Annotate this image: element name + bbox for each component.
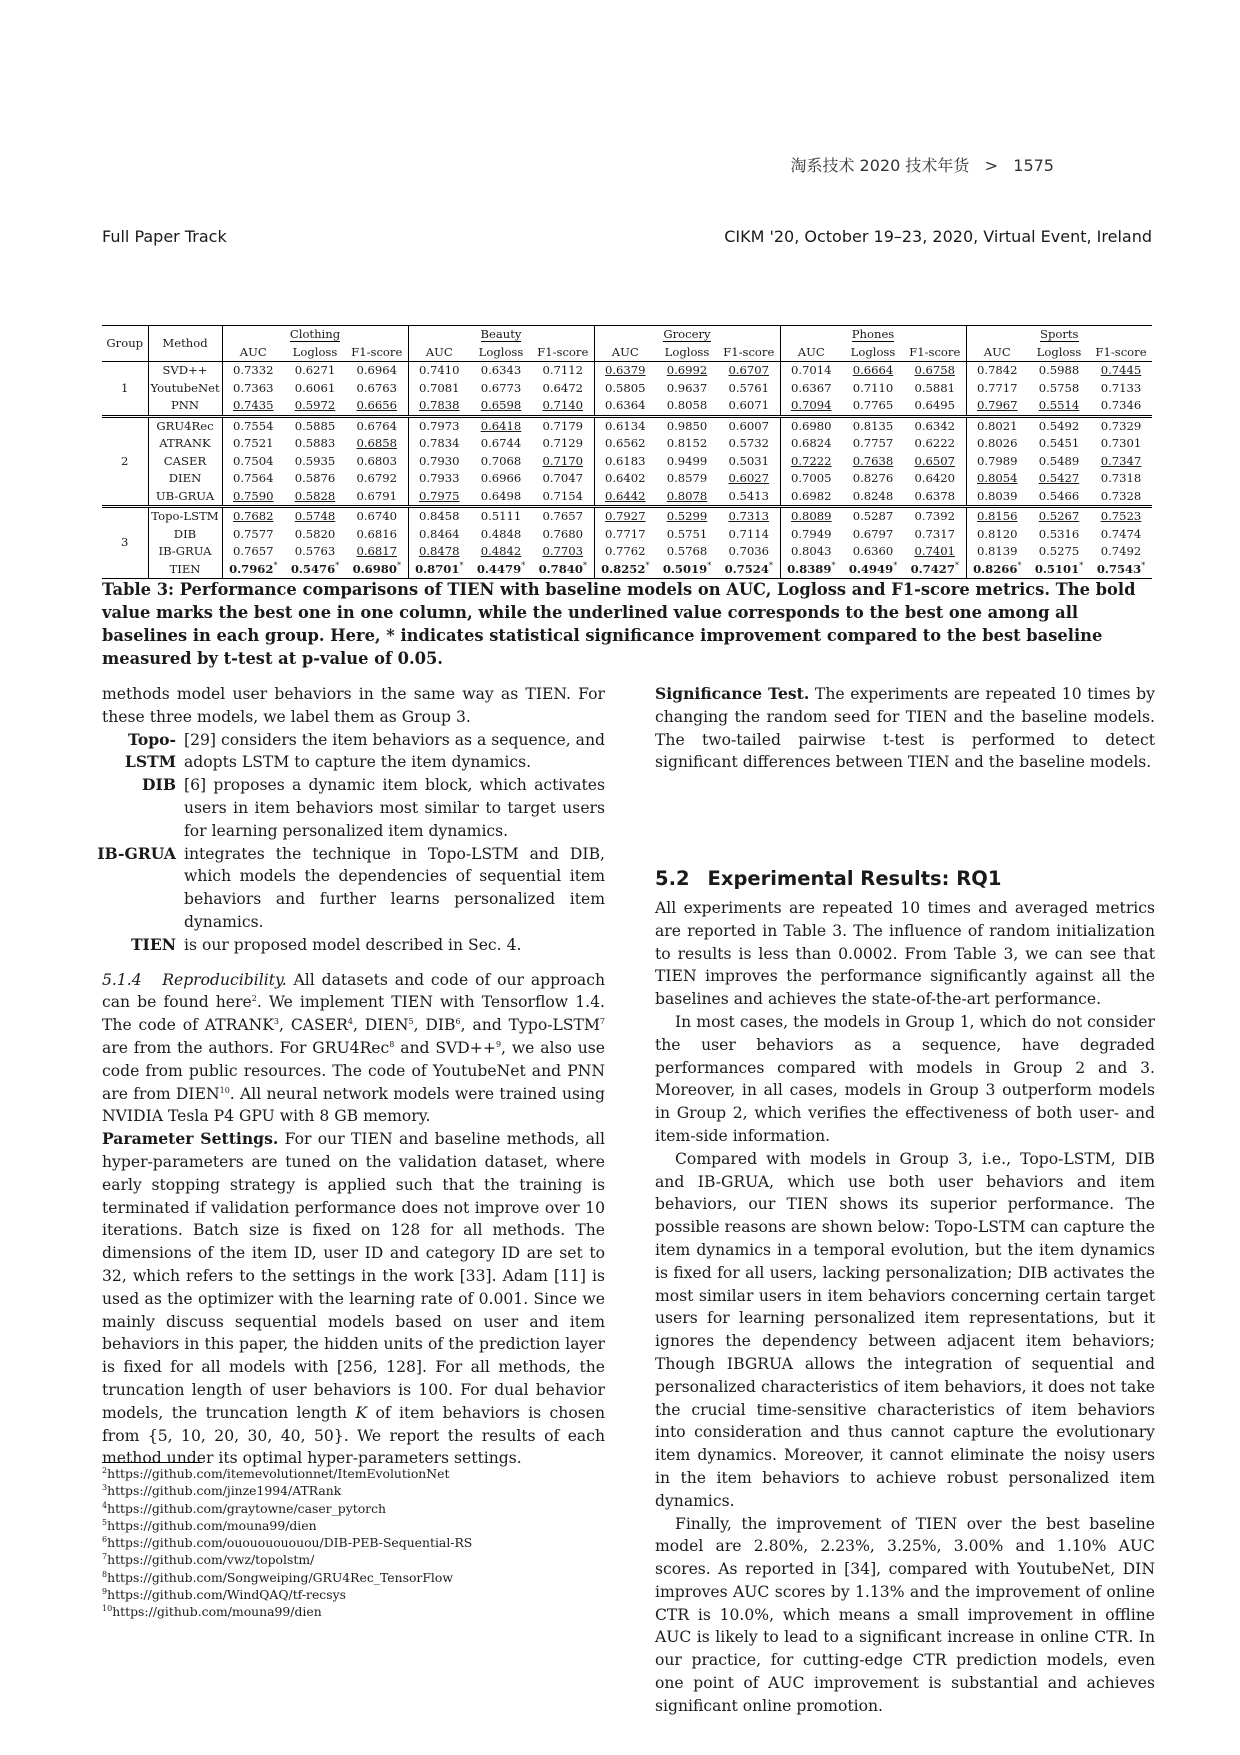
value-cell: 0.6061 xyxy=(294,380,336,395)
value-cell: 0.7554 xyxy=(222,416,284,435)
value-cell: 0.5492 xyxy=(1028,416,1090,435)
value-cell: 0.8078 xyxy=(666,488,708,503)
value-cell: 0.5751 xyxy=(666,526,708,541)
value-cell: 0.7930 xyxy=(418,453,460,468)
value-cell: 0.8458 xyxy=(408,507,470,526)
performance-table xyxy=(102,325,1152,579)
value-cell: 0.6816 xyxy=(346,526,408,544)
value-cell: 0.8089 xyxy=(780,507,842,526)
value-cell: 0.6744 xyxy=(480,436,522,450)
value-cell: 0.6763 xyxy=(346,380,408,398)
value-cell: 0.6707 xyxy=(718,362,780,380)
footnote-item[interactable]: $^9$https://github.com/WindQAQ/tf-recsys xyxy=(102,1586,346,1603)
conference-label: CIKM '20, October 19–23, 2020, Virtual Event, Ireland xyxy=(724,227,1152,246)
value-cell: 0.7014 xyxy=(790,363,832,377)
value-cell: 0.7068 xyxy=(480,453,522,468)
value-cell: 0.7112 xyxy=(532,362,594,380)
value-cell: 0.7682 xyxy=(222,507,284,526)
value-cell: 0.6764 xyxy=(346,416,408,435)
value-cell: 0.6367 xyxy=(790,380,832,395)
value-cell: 0.7638 xyxy=(852,453,894,468)
value-cell: 0.8478 xyxy=(418,544,460,558)
value-cell: 0.5316 xyxy=(1038,526,1080,541)
value-cell: 0.7410 xyxy=(418,363,460,377)
metric-header: F1-score xyxy=(532,344,594,362)
value-cell: 0.6360 xyxy=(852,544,894,558)
footnote-item[interactable]: $^4$https://github.com/graytowne/caser_pytorch xyxy=(102,1500,386,1516)
value-cell: 0.7504 xyxy=(232,453,274,468)
value-cell: 0.8021 xyxy=(966,416,1028,435)
metric-header: Logloss xyxy=(284,344,346,362)
def-item: DIB [6] proposes a dynamic item block, which activates users in item behaviors most similar to target users for learning personalized item dynamics. xyxy=(142,775,605,840)
footnote-item[interactable]: $^7$https://github.com/vwz/topolstm/ xyxy=(102,1552,315,1568)
value-cell: 0.8135 xyxy=(842,416,904,435)
value-cell: 0.5732 xyxy=(718,435,780,453)
value-cell: 0.6134 xyxy=(594,416,656,435)
value-cell: 0.5876 xyxy=(294,471,336,485)
group3-definitions xyxy=(97,729,605,957)
value-cell: 0.7445 xyxy=(1100,363,1142,377)
value-cell: 0.7933 xyxy=(418,471,460,485)
table-row xyxy=(102,526,1152,544)
value-cell: 0.5111 xyxy=(470,507,532,526)
value-cell: 0.5299 xyxy=(656,507,718,526)
value-cell: 0.8026 xyxy=(976,436,1018,450)
value-cell: 0.5466 xyxy=(1038,488,1080,503)
method-cell: CASER xyxy=(148,453,222,471)
value-cell: 0.7590 xyxy=(232,488,274,503)
method-cell: DIEN xyxy=(148,470,222,488)
value-cell: 0.6364 xyxy=(604,398,646,412)
value-cell: 0.4842 xyxy=(480,544,522,558)
value-cell: 0.5101* xyxy=(1028,561,1090,579)
footnote-item[interactable]: $^5$https://github.com/mouna99/dien xyxy=(102,1517,317,1533)
value-cell: 0.7363 xyxy=(232,380,274,395)
value-cell: 0.7140 xyxy=(532,397,594,416)
table-row xyxy=(102,380,1152,398)
footnote-item[interactable]: $^6$https://github.com/ouououououou/DIB-PEB-Sequential-RS xyxy=(102,1535,473,1551)
value-cell: 0.7765 xyxy=(852,398,894,412)
value-cell: 0.6656 xyxy=(346,397,408,416)
group-cell: 1 xyxy=(102,362,148,417)
value-cell: 0.5031 xyxy=(718,453,780,471)
value-cell: 0.5972 xyxy=(294,398,336,412)
metric-header: F1-score xyxy=(1090,344,1152,362)
def-item: IB-GRUA integrates the technique in Topo-LSTM and DIB, which models the dependencies of sequential item behaviors and further learns personalized item dynamics. xyxy=(97,843,605,931)
table-row xyxy=(102,362,1152,380)
value-cell: 0.6980* xyxy=(346,561,408,579)
value-cell: 0.8156 xyxy=(966,507,1028,526)
value-cell: 0.6342 xyxy=(904,416,966,435)
parameter-settings-paragraph: Parameter Settings. For our TIEN and baseline methods, all hyper-parameters are tuned on the validation dataset, where early stopping strategy is applied such that the training is terminated if validation performance does not improve over 10 iterations. Batch size is fixed on 128 for all methods. The dimensions of the item ID, user ID and category ID are set to 32, which refers to the settings in the work [33]. Adam [11] is used as the optimizer with the learning rate of 0.001. Since we mainly discuss sequential models based on user and item behaviors in this paper, the hidden units of the prediction layer is fixed for all models with [256, 128]. For all methods, the truncation length of user behaviors is 100. For dual behavior models, the truncation length K of item behaviors is chosen from {5, 10, 20, 30, 40, 50}. We report the results of each method under its optimal hyper-parameters settings. xyxy=(102,1129,605,1468)
table-row xyxy=(102,488,1152,507)
value-cell: 0.5883 xyxy=(294,436,336,450)
value-cell: 0.7081 xyxy=(418,380,460,395)
footnote-item[interactable]: $^{10}$https://github.com/mouna99/dien xyxy=(102,1604,322,1620)
value-cell: 0.5427 xyxy=(1038,471,1080,485)
metric-header: AUC xyxy=(594,344,656,362)
method-cell: UB-GRUA xyxy=(148,488,222,507)
value-cell: 0.7967 xyxy=(976,398,1018,412)
running-header-top: 淘系技术 2020 技术年货 > 1575 xyxy=(790,156,1054,175)
value-cell: 0.7179 xyxy=(532,416,594,435)
value-cell: 0.9637 xyxy=(666,380,708,395)
value-cell: 0.8054 xyxy=(976,471,1018,485)
metric-header: Logloss xyxy=(842,344,904,362)
value-cell: 0.5275 xyxy=(1038,544,1080,558)
table-row xyxy=(102,453,1152,471)
value-cell: 0.7762 xyxy=(604,544,646,558)
footnotes xyxy=(102,1462,582,1621)
value-cell: 0.5489 xyxy=(1038,453,1080,468)
value-cell: 0.8464 xyxy=(418,526,460,541)
value-cell: 0.6982 xyxy=(790,488,832,503)
metric-header: Logloss xyxy=(470,344,532,362)
table-row xyxy=(102,507,1152,526)
footnote-item[interactable]: $^2$https://github.com/itemevolutionnet/ItemEvolutionNet xyxy=(102,1465,450,1481)
method-cell: DIB xyxy=(148,526,222,544)
dataset-grocery: Grocery xyxy=(594,326,780,344)
value-cell: 0.7313 xyxy=(718,507,780,526)
value-cell: 0.5935 xyxy=(294,453,336,468)
value-cell: 0.7129 xyxy=(532,435,594,453)
value-cell: 0.5763 xyxy=(294,544,336,558)
value-cell: 0.7110 xyxy=(852,380,894,395)
section-heading: 5.2 Experimental Results: RQ1 xyxy=(655,867,1002,891)
value-cell: 0.7989 xyxy=(976,453,1018,468)
value-cell: 0.7717 xyxy=(604,526,646,541)
metric-header: Logloss xyxy=(656,344,718,362)
value-cell: 0.7657 xyxy=(232,544,274,558)
significance-paragraph: Significance Test. The experiments are repeated 10 times by changing the random seed for TIEN and the baseline models. The two-tailed pairwise t-test is performed to detect significant differences between TIEN and the baseline models. xyxy=(655,684,1155,772)
value-cell: 0.7222 xyxy=(790,453,832,468)
value-cell: 0.7427* xyxy=(904,561,966,579)
table-caption: Table 3: Performance comparisons of TIEN with baseline models on AUC, Logloss and F1-score metrics. The bold value marks the best one in one column, while the underlined value corresponds to the best one among all baselines in each group. Here, * indicates statistical significance improvement compared to the best baseline measured by t-test at p-value of 0.05. xyxy=(102,580,1136,668)
value-cell: 0.6992 xyxy=(666,363,708,377)
dataset-beauty: Beauty xyxy=(408,326,594,344)
value-cell: 0.8043 xyxy=(790,544,832,558)
value-cell: 0.6498 xyxy=(480,488,522,503)
value-cell: 0.5820 xyxy=(294,526,336,541)
value-cell: 0.7154 xyxy=(532,488,594,507)
value-cell: 0.6402 xyxy=(604,471,646,485)
metric-header: F1-score xyxy=(904,344,966,362)
value-cell: 0.7524* xyxy=(718,561,780,579)
value-cell: 0.6472 xyxy=(532,380,594,398)
value-cell: 0.5828 xyxy=(294,488,336,503)
value-cell: 0.4848 xyxy=(480,526,522,541)
value-cell: 0.7717 xyxy=(976,380,1018,395)
value-cell: 0.8120 xyxy=(976,526,1018,541)
method-cell: ATRANK xyxy=(148,435,222,453)
value-cell: 0.5476* xyxy=(284,561,346,579)
value-cell: 0.7927 xyxy=(594,507,656,526)
reproducibility-paragraph: 5.1.4 Reproducibility. All datasets and code of our approach can be found here$^2$. We implement TIEN with Tensorflow 1.4. The code of ATRANK$^3$, CASER$^4$, DIEN$^5$, DIB$^6$, and Typo-LSTM$^7$ are from the authors. For GRU4Rec$^8$ and SVD++$^9$, we also use code from public resources. The code of YoutubeNet and PNN are from DIEN$^{10}$. All neural network models were trained using NVIDIA Tesla P4 GPU with 8 GB memory. xyxy=(102,970,606,1126)
value-cell: 0.7523 xyxy=(1090,507,1152,526)
value-cell: 0.5413 xyxy=(718,488,780,507)
value-cell: 0.7973 xyxy=(408,416,470,435)
value-cell: 0.6183 xyxy=(604,453,646,468)
value-cell: 0.7346 xyxy=(1100,398,1142,412)
value-cell: 0.6343 xyxy=(480,363,522,377)
method-cell: PNN xyxy=(148,397,222,416)
value-cell: 0.6007 xyxy=(718,416,780,435)
value-cell: 0.7347 xyxy=(1100,453,1142,468)
value-cell: 0.7962* xyxy=(222,561,284,579)
table-row xyxy=(102,543,1152,561)
dataset-sports: Sports xyxy=(966,326,1152,344)
table-row xyxy=(102,435,1152,453)
value-cell: 0.5805 xyxy=(604,380,646,395)
group-cell: 3 xyxy=(102,507,148,579)
value-cell: 0.6758 xyxy=(904,362,966,380)
table-row xyxy=(102,397,1152,416)
value-cell: 0.6817 xyxy=(346,543,408,561)
footnote-rule xyxy=(102,1462,202,1463)
value-cell: 0.7301 xyxy=(1100,436,1142,450)
value-cell: 0.7094 xyxy=(790,398,832,412)
value-cell: 0.6964 xyxy=(346,362,408,380)
value-cell: 0.6664 xyxy=(852,363,894,377)
value-cell: 0.8389* xyxy=(780,561,842,579)
value-cell: 0.7332 xyxy=(232,363,274,377)
method-cell: SVD++ xyxy=(148,362,222,380)
value-cell: 0.8248 xyxy=(852,488,894,503)
value-cell: 0.5514 xyxy=(1038,398,1080,412)
value-cell: 0.7840* xyxy=(532,561,594,579)
method-cell: YoutubeNet xyxy=(148,380,222,398)
value-cell: 0.5988 xyxy=(1038,363,1080,377)
value-cell: 0.9850 xyxy=(656,416,718,435)
metric-header: F1-score xyxy=(346,344,408,362)
value-cell: 0.7680 xyxy=(532,526,594,544)
value-cell: 0.7392 xyxy=(904,507,966,526)
value-cell: 0.8579 xyxy=(666,471,708,485)
value-cell: 0.7703 xyxy=(532,543,594,561)
value-cell: 0.9499 xyxy=(666,453,708,468)
value-cell: 0.4479* xyxy=(470,561,532,579)
value-cell: 0.7757 xyxy=(852,436,894,450)
value-cell: 0.7492 xyxy=(1100,544,1142,558)
value-cell: 0.7834 xyxy=(418,436,460,450)
value-cell: 0.7521 xyxy=(232,436,274,450)
value-cell: 0.8058 xyxy=(666,398,708,412)
value-cell: 0.6824 xyxy=(790,436,832,450)
value-cell: 0.7036 xyxy=(718,543,780,561)
dataset-clothing: Clothing xyxy=(222,326,408,344)
value-cell: 0.6379 xyxy=(604,363,646,377)
value-cell: 0.7401 xyxy=(904,543,966,561)
value-cell: 0.7838 xyxy=(418,398,460,412)
group-cell: 2 xyxy=(102,416,148,507)
results-paragraph-4: Finally, the improvement of TIEN over the best baseline model are 2.80%, 2.23%, 3.25%, 3.00% and 1.10% AUC scores. As reported in [34], compared with YoutubeNet, DIN improves AUC scores by 1.13% and the improvement of online CTR is 10.0%, which means a small improvement in offline AUC is likely to lead to a significant increase in online CTR. In our practice, for cutting-edge CTR prediction models, even one point of AUC improvement is substantial and achieves significant online promotion. xyxy=(655,1514,1155,1715)
value-cell: 0.7047 xyxy=(532,470,594,488)
value-cell: 0.7842 xyxy=(976,363,1018,377)
group3-intro: methods model user behaviors in the same way as TIEN. For these three models, we label them as Group 3. xyxy=(102,685,605,726)
value-cell: 0.5768 xyxy=(666,544,708,558)
value-cell: 0.6442 xyxy=(604,488,646,503)
metric-header: Logloss xyxy=(1028,344,1090,362)
value-cell: 0.7133 xyxy=(1100,380,1142,395)
method-cell: TIEN xyxy=(148,561,222,579)
value-cell: 0.6271 xyxy=(294,363,336,377)
value-cell: 0.8139 xyxy=(976,544,1018,558)
value-cell: 0.8266* xyxy=(966,561,1028,579)
value-cell: 0.7329 xyxy=(1090,416,1152,435)
value-cell: 0.4949* xyxy=(842,561,904,579)
value-cell: 0.6598 xyxy=(480,398,522,412)
value-cell: 0.8252* xyxy=(594,561,656,579)
value-cell: 0.6773 xyxy=(480,380,522,395)
value-cell: 0.8039 xyxy=(976,488,1018,503)
value-cell: 0.8276 xyxy=(852,471,894,485)
value-cell: 0.7005 xyxy=(790,471,832,485)
value-cell: 0.6792 xyxy=(346,470,408,488)
value-cell: 0.7543* xyxy=(1090,561,1152,579)
value-cell: 0.6420 xyxy=(904,470,966,488)
header-group: Group xyxy=(102,326,148,362)
method-cell: GRU4Rec xyxy=(148,416,222,435)
results-paragraph-3: Compared with models in Group 3, i.e., Topo-LSTM, DIB and IB-GRUA, which use both user behaviors and item behaviors, our TIEN shows its superior performance. The possible reasons are shown below: Topo-LSTM can capture the item dynamics in a temporal evolution, but the item dynamics is fixed for all users, lacking personalization; DIB activates the most similar users in item behaviors concerning certain target users for learning personalized item representations, but it ignores the dependency between adjacent item behaviors; Though IBGRUA allows the integration of sequential and personalized characteristics of item behaviors, it does not take the crucial time-sensitive characteristics of item behaviors into consideration and thus cannot capture the evolutionary item dynamics. Moreover, it cannot eliminate the noisy users in the item behaviors to achieve robust personalized item dynamics. xyxy=(655,1149,1155,1510)
value-cell: 0.5019* xyxy=(656,561,718,579)
metric-header: F1-score xyxy=(718,344,780,362)
track-label: Full Paper Track xyxy=(102,227,227,246)
value-cell: 0.6740 xyxy=(346,507,408,526)
value-cell: 0.6791 xyxy=(346,488,408,507)
value-cell: 0.6418 xyxy=(470,416,532,435)
value-cell: 0.7657 xyxy=(532,507,594,526)
value-cell: 0.6562 xyxy=(604,436,646,450)
value-cell: 0.7170 xyxy=(532,453,594,471)
metric-header: AUC xyxy=(780,344,842,362)
value-cell: 0.6071 xyxy=(718,397,780,416)
table-row xyxy=(102,561,1152,579)
value-cell: 0.6803 xyxy=(346,453,408,471)
method-cell: IB-GRUA xyxy=(148,543,222,561)
value-cell: 0.7317 xyxy=(904,526,966,544)
left-column xyxy=(97,683,606,1470)
footnote-item[interactable]: $^3$https://github.com/jinze1994/ATRank xyxy=(102,1483,342,1499)
table-row xyxy=(102,470,1152,488)
dataset-phones: Phones xyxy=(780,326,966,344)
value-cell: 0.6027 xyxy=(718,470,780,488)
def-item: TIEN is our proposed model described in Sec. 4. xyxy=(130,934,522,954)
def-item: Topo-LSTM [29] considers the item behaviors as a sequence, and adopts LSTM to capture the item dynamics. xyxy=(124,729,605,772)
value-cell: 0.6495 xyxy=(904,397,966,416)
value-cell: 0.5451 xyxy=(1038,436,1080,450)
right-column xyxy=(655,683,1155,1718)
value-cell: 0.8152 xyxy=(666,436,708,450)
value-cell: 0.6507 xyxy=(904,453,966,471)
value-cell: 0.7577 xyxy=(232,526,274,541)
value-cell: 0.5881 xyxy=(904,380,966,398)
value-cell: 0.6378 xyxy=(904,488,966,507)
value-cell: 0.5761 xyxy=(718,380,780,398)
results-paragraph-1: All experiments are repeated 10 times and averaged metrics are reported in Table 3. The influence of random initialization to results is less than 0.0002. From Table 3, we can see that TIEN improves the performance significantly against all the baselines and achieves the state-of-the-art performance. xyxy=(655,898,1155,1009)
value-cell: 0.5748 xyxy=(284,507,346,526)
value-cell: 0.6222 xyxy=(904,435,966,453)
footnote-item[interactable]: $^8$https://github.com/Songweiping/GRU4Rec_TensorFlow xyxy=(102,1569,453,1585)
value-cell: 0.7949 xyxy=(790,526,832,541)
value-cell: 0.6858 xyxy=(346,435,408,453)
value-cell: 0.7114 xyxy=(718,526,780,544)
value-cell: 0.5885 xyxy=(284,416,346,435)
value-cell: 0.5267 xyxy=(1028,507,1090,526)
value-cell: 0.7975 xyxy=(418,488,460,503)
method-cell: Topo-LSTM xyxy=(148,507,222,526)
results-paragraph-2: In most cases, the models in Group 1, which do not consider the user behaviors as a sequence, have degraded performances compared with models in Group 2 and 3. Moreover, in all cases, models in Group 3 outperform models in Group 2, which verifies the effectiveness of both user- and item-side information. xyxy=(655,1012,1155,1145)
metric-header: AUC xyxy=(408,344,470,362)
value-cell: 0.6966 xyxy=(480,471,522,485)
value-cell: 0.6980 xyxy=(780,416,842,435)
value-cell: 0.6797 xyxy=(852,526,894,541)
value-cell: 0.7328 xyxy=(1100,488,1142,503)
table-row xyxy=(102,416,1152,435)
value-cell: 0.7564 xyxy=(232,471,274,485)
metric-header: AUC xyxy=(966,344,1028,362)
metric-header: AUC xyxy=(222,344,284,362)
value-cell: 0.5287 xyxy=(842,507,904,526)
value-cell: 0.8701* xyxy=(408,561,470,579)
value-cell: 0.7318 xyxy=(1100,471,1142,485)
header-method: Method xyxy=(148,326,222,362)
value-cell: 0.5758 xyxy=(1038,380,1080,395)
value-cell: 0.7435 xyxy=(232,398,274,412)
value-cell: 0.7474 xyxy=(1100,526,1142,541)
